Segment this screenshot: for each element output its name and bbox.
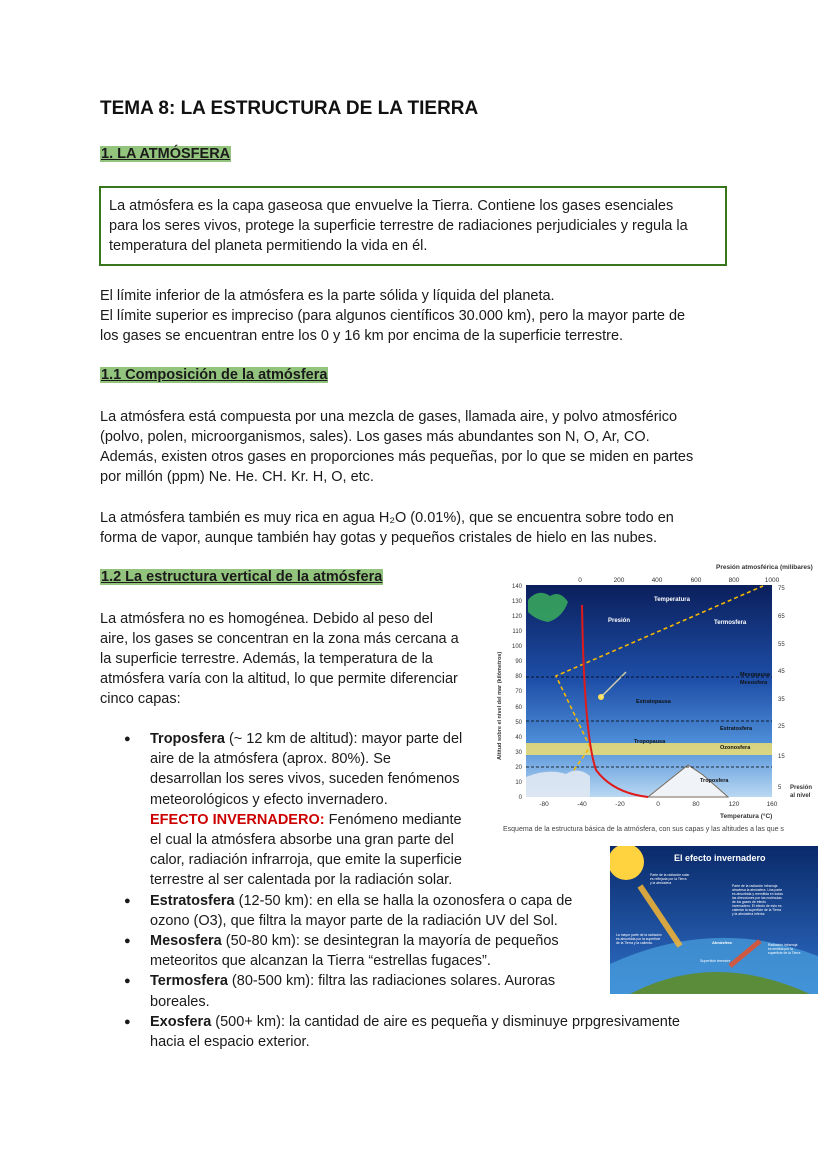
altitude-tick: 50	[515, 720, 522, 726]
right-tick: 75	[778, 586, 785, 592]
right-note: al nivel	[790, 793, 811, 799]
definition-box	[99, 186, 727, 266]
pressure-tick: 600	[690, 577, 702, 584]
label-estratosfera: Estratosfera	[720, 726, 753, 732]
temperature-tick: -80	[539, 801, 549, 808]
note-line: La mayor parte de la radiación	[616, 933, 662, 937]
temperature-tick: -20	[615, 801, 625, 808]
text-line: meteorológicos y efecto invernadero.	[150, 791, 388, 808]
text-line: terrestre al ser calentada por la radiación solar.	[150, 872, 453, 889]
layer-name: Exosfera	[150, 1013, 212, 1030]
label-mesopausa: Mesopausa	[740, 672, 770, 678]
highlighted-heading: 1.2 La estructura vertical de la atmósfera	[101, 569, 383, 585]
temperature-tick: 160	[766, 801, 778, 808]
right-tick: 55	[778, 642, 785, 648]
label-ozonosfera: Ozonosfera	[720, 745, 751, 751]
definition-line: temperatura del planeta permitiendo la vida en él.	[109, 238, 428, 254]
greenhouse-title: El efecto invernadero	[674, 853, 766, 863]
layer-desc: (12-50 km): en ella se halla la ozonosfera o capa de	[234, 892, 573, 909]
text-line: meteoritos que alcanzan la Tierra “estrellas fugaces”.	[150, 953, 491, 970]
atmosphere-structure-figure	[488, 560, 824, 838]
text-line: atmósfera varía con la altitud, lo que permite diferenciar	[100, 671, 458, 687]
layer-name: Termosfera	[150, 973, 228, 990]
note-line: es emitida por la	[768, 947, 793, 951]
text-line: aire, los gases se concentran en la zona más cercana a	[100, 631, 459, 647]
label-tropopausa: Tropopausa	[634, 739, 666, 745]
text-line: desarrollan los seres vivos, suceden fenómenos	[150, 771, 460, 788]
text-line: La atmósfera no es homogénea. Debido al peso del	[100, 611, 433, 627]
right-tick: 35	[778, 697, 785, 703]
highlighted-heading: 1.1 Composición de la atmósfera	[101, 367, 328, 383]
pressure-ticks	[578, 577, 779, 584]
altitude-tick: 0	[518, 795, 522, 801]
list-item-mesosfera	[100, 931, 680, 971]
composition-paragraph	[100, 407, 693, 487]
note-line: es absorbida y reemitida en todas	[732, 892, 783, 896]
text-line: (polvo, polen, microorganismos, sales). Los gases más abundantes son N, O, Ar, CO.	[100, 429, 650, 445]
text-line: La atmósfera también es muy rica en agua H₂O (0.01%), que se encuentra sobre todo en	[100, 510, 674, 526]
altitude-tick: 70	[515, 689, 522, 695]
layer-desc: (80-500 km): filtra las radiaciones solares. Auroras	[227, 973, 556, 990]
cloud-icon	[526, 770, 590, 797]
section-heading-atmosfera	[100, 146, 231, 162]
text-line: La atmósfera está compuesta por una mezcla de gases, llamada aire, y polvo atmosférico	[100, 409, 678, 425]
layer-desc: (500+ km): la cantidad de aire es pequeña y disminuye prpgresivamente	[211, 1013, 680, 1030]
text-line: el cual la atmósfera absorbe una gran parte del	[150, 832, 454, 849]
note-line: y la atmósfera inferior.	[732, 912, 766, 916]
limits-paragraph	[100, 286, 685, 346]
layer-desc: (50-80 km): se desintegran la mayoría de pequeños	[221, 933, 559, 950]
text-line: los gases se encuentran entre los 0 y 16 km por encima de la superficie terrestre.	[100, 328, 624, 344]
text-line: Fenómeno mediante	[324, 811, 462, 828]
right-tick: 25	[778, 724, 785, 730]
pressure-tick: 1000	[764, 577, 780, 584]
greenhouse-effect-figure	[610, 846, 818, 994]
altitude-tick: 20	[515, 765, 522, 771]
altitude-tick: 120	[511, 614, 522, 620]
altitude-tick: 60	[515, 705, 522, 711]
legend-temperatura: Temperatura	[654, 597, 690, 603]
pressure-tick: 200	[613, 577, 625, 584]
right-tick: 15	[778, 754, 785, 760]
text-line: hacia el espacio exterior.	[150, 1034, 310, 1051]
pressure-tick: 0	[578, 577, 582, 584]
atmosphere-label: Atmósfera	[712, 940, 732, 945]
text-line: El límite superior es impreciso (para algunos científicos 30.000 km), pero la mayor parte de	[100, 308, 686, 324]
altitude-tick: 100	[511, 644, 522, 650]
altitude-tick: 10	[515, 780, 522, 786]
legend-presion: Presión	[608, 618, 631, 624]
altitude-tick: 110	[512, 629, 522, 635]
right-tick: 65	[778, 614, 785, 620]
text-line: Además, existen otros gases en proporciones más pequeñas, por lo que se miden en partes	[100, 449, 694, 465]
pressure-tick: 800	[728, 577, 740, 584]
temperature-ticks	[539, 801, 778, 808]
page-title: TEMA 8: LA ESTRUCTURA DE LA TIERRA	[100, 98, 479, 119]
text-line: la superficie terrestre. Además, la temperatura de la	[100, 651, 433, 667]
altitude-tick: 90	[515, 659, 522, 665]
definition-line: para los seres vivos, protege la superficie terrestre de radiaciones perjudiciales y regula la	[109, 218, 688, 234]
altitude-tick: 30	[515, 750, 522, 756]
note-line: Parte de la radiación infrarroja	[732, 884, 778, 888]
surface-label: Superficie terrestre	[700, 959, 731, 963]
note-line: de la Tierra y la calienta.	[616, 941, 653, 945]
right-note: Presión	[790, 785, 813, 791]
note-line: es reflejada por la Tierra	[650, 877, 687, 881]
altitude-axis-label: Altitud sobre el nivel del mar (kilómetros)	[497, 651, 503, 760]
layer-name: Estratosfera	[150, 892, 235, 909]
note-line: superficie de la Tierra	[768, 951, 801, 955]
temperature-axis-label: Temperatura (°C)	[720, 813, 773, 820]
temperature-tick: 120	[728, 801, 740, 808]
note-line: de los gases de efecto	[732, 900, 766, 904]
intro-paragraph	[100, 609, 459, 709]
water-paragraph	[100, 508, 674, 548]
altitude-tick: 130	[511, 599, 522, 605]
label-troposfera: Troposfera	[700, 778, 729, 784]
text-line: por millón (ppm) Ne. He. CH. Kr. H, O, etc.	[100, 469, 374, 485]
layer-name: Mesosfera	[150, 933, 222, 950]
highlighted-heading: 1. LA ATMÓSFERA	[101, 146, 231, 162]
text-line: calor, radiación infrarroja, que emite la superficie	[150, 852, 462, 869]
note-line: Radiación infrarroja	[768, 943, 798, 947]
note-line: invernadero. El efecto de esto es	[732, 904, 782, 908]
list-item-exosfera	[100, 1012, 680, 1052]
definition-line: La atmósfera es la capa gaseosa que envuelve la Tierra. Contiene los gases esenciales	[109, 198, 674, 214]
altitude-tick: 40	[515, 735, 522, 741]
figure-caption: Esquema de la estructura básica de la atmósfera, con sus capas y las altitudes a las que s	[503, 826, 784, 833]
section-heading-estructura	[100, 569, 383, 585]
list-item-estratosfera	[100, 891, 680, 931]
altitude-tick: 80	[515, 674, 522, 680]
temperature-tick: 80	[692, 801, 700, 808]
right-tick: 45	[778, 669, 785, 675]
temperature-tick: -40	[577, 801, 587, 808]
note-line: y la atmósfera	[650, 881, 672, 885]
pressure-tick: 400	[651, 577, 663, 584]
text-line: boreales.	[150, 993, 210, 1010]
text-line: ozono (O3), que filtra la mayor parte de la radiación UV del Sol.	[150, 912, 558, 929]
section-heading-composicion	[100, 367, 328, 383]
note-line: atraviesa la atmósfera. Una parte	[732, 888, 783, 892]
layer-desc: (~ 12 km de altitud): mayor parte del	[224, 731, 463, 747]
greenhouse-label: EFECTO INVERNADERO:	[150, 811, 325, 828]
label-termosfera: Termosfera	[714, 620, 747, 626]
pressure-axis-title: Presión atmosférica (milibares)	[716, 564, 813, 571]
label-estratopausa: Estratopausa	[636, 699, 671, 705]
list-item-termosfera	[100, 971, 680, 1011]
note-line: calentar la superficie de la Tierra	[732, 908, 781, 912]
right-tick: 5	[778, 785, 782, 791]
altitude-ticks	[512, 584, 523, 801]
right-ticks	[778, 586, 785, 791]
text-line: forma de vapor, aunque también hay gotas y pequeños cristales de hielo en las nubes.	[100, 530, 658, 546]
note-line: Parte de la radiación solar	[650, 873, 690, 877]
text-line: cinco capas:	[100, 691, 181, 707]
note-line: las direcciones por las moléculas	[732, 896, 782, 900]
temperature-tick: 0	[656, 801, 660, 808]
text-line: El límite inferior de la atmósfera es la parte sólida y líquida del planeta.	[100, 288, 555, 304]
text-line: aire de la atmósfera (aprox. 80%). Se	[150, 751, 391, 768]
layer-name: Troposfera	[150, 731, 225, 747]
altitude-tick: 140	[511, 584, 522, 590]
sky-background	[526, 585, 772, 797]
note-line: es absorbida por la superficie	[616, 937, 661, 941]
label-mesosfera: Mesosfera	[740, 680, 768, 686]
